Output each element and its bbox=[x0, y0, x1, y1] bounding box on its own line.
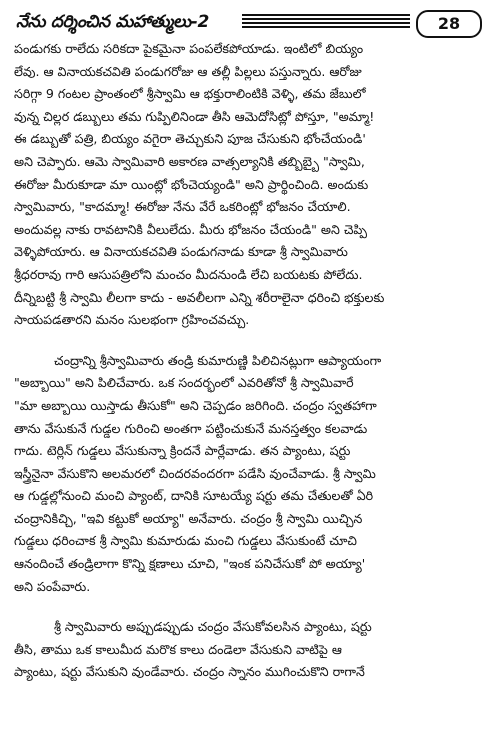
text-line: అని పంపేవారు. bbox=[14, 578, 91, 594]
text-line: స్వామివారు, "కాదమ్మా! ఈరోజు నేను వేరే ఒకరింట్లో భోజనం చేయాలి. bbox=[14, 199, 351, 215]
page-body bbox=[14, 38, 486, 684]
text-line: వెళ్ళిపోయారు. ఆ వినాయకచవితి పండుగనాడు కూడా శ్రీ స్వామివారు bbox=[14, 244, 348, 260]
paragraph-3 bbox=[14, 616, 486, 684]
text-line: ప్యాంటు, షర్టు వేసుకుని వుండేవారు. చంద్రం స్నానం ముగించుకొని రాగానే bbox=[14, 664, 365, 680]
text-line: చంద్రానికిచ్చి, "ఇవి కట్టుకో అయ్యా" అనేవారు. చంద్రం శ్రీ స్వామి యిచ్చిన bbox=[14, 510, 363, 526]
paragraph-1 bbox=[14, 38, 486, 332]
running-title: నేను దర్శించిన మహాత్ములు-2 bbox=[16, 12, 210, 32]
text-line: ఈరోజు మీరుకూడా మా యింట్లో భోంచెయ్యండి" అని ప్రార్థించింది. అందుకు bbox=[14, 176, 369, 192]
text-line: ఆ గుడ్డల్లోనుంచి మంచి ప్యాంట్, దానికి సూటయ్యే షర్టు తమ చేతులతో ఏరి bbox=[14, 488, 374, 504]
text-line: గాదు. టెర్లిన్ గుడ్డలు వేసుకున్నా క్రిందనే పార్లేవాడు. తన ప్యాంటు, షర్టు bbox=[14, 443, 351, 459]
text-line: ఈ డబ్బుతో పత్రి, బియ్యం వగైరా తెచ్చుకుని పూజ చేసుకుని భోంచేయండి' bbox=[14, 131, 366, 147]
text-line: ఇస్త్రీనైనా వేసుకొని అలమరలో చిందరవందరగా పడేసి వుంచేవాడు. శ్రీ స్వామి bbox=[14, 465, 376, 481]
text-line: "అబ్బాయి" అని పిలిచేవారు. ఒక సందర్భంలో ఎవరితోనో శ్రీ స్వామివారే bbox=[14, 375, 354, 391]
text-line: గుడ్డలు ధరించాక శ్రీ స్వామి కుమారుడు మంచి గుడ్డలు వేసుకుంటే చూచి bbox=[14, 533, 357, 549]
page-header bbox=[10, 8, 490, 38]
text-line: సాయపడతారని మనం సులభంగా గ్రహించవచ్చు. bbox=[14, 312, 250, 328]
page-number: 28 bbox=[416, 10, 482, 38]
text-line: శ్రీధరరావు గారి ఆసుపత్రిలోని మంచం మీదనుండి లేచి బయటకు పోలేదు. bbox=[14, 266, 363, 282]
text-line: అని చెప్పారు. ఆమె స్వామివారి అకారణ వాత్సల్యానికి తబ్బిబ్బై "స్వామి, bbox=[14, 153, 365, 169]
text-line: ఆనందించే తండ్రిలాగా కొన్ని క్షణాలు చూచి, "ఇంక పనిచేసుకో పో అయ్యా' bbox=[14, 556, 366, 572]
header-rule-lines bbox=[242, 14, 410, 34]
text-line: లేవు. ఆ వినాయకచవితి పండుగరోజు ఆ తల్లీ పిల్లలు పస్తున్నారు. ఆరోజు bbox=[14, 63, 362, 79]
text-line: సరిగ్గా 9 గంటల ప్రాంతంలో శ్రీస్వామి ఆ భక్తురాలింటికి వెళ్ళి, తమ జేబులో bbox=[14, 86, 366, 102]
text-line: అందువల్ల నాకు రావటానికి వీలులేదు. మీరు భోజనం చేయండి" అని చెప్పి bbox=[14, 221, 367, 237]
text-line: వున్న చిల్లర డబ్బులు తమ గుప్పిలినిండా తీసి ఆమెదోసిట్లో పోస్తూ, "అమ్మా! bbox=[14, 108, 375, 124]
text-line: తీసి, తాము ఒక కాలుమీద మరొక కాలు దండెలా వేసుకుని వాటిపై ఆ bbox=[14, 641, 342, 657]
text-line: దీన్నిబట్టి శ్రీ స్వామి లీలగా కాదు - అవలీలగా ఎన్ని శరీరాలైనా ధరించి భక్తులకు bbox=[14, 289, 385, 305]
text-line: చంద్రాన్ని శ్రీస్వామివారు తండ్రి కుమారుణ్ణి పిలిచినట్లుగా ఆప్యాయంగా bbox=[54, 352, 382, 368]
text-line: శ్రీ స్వామివారు అప్పుడప్పుడు చంద్రం వేసుకోవలసిన ప్యాంటు, షర్టు bbox=[54, 619, 372, 635]
paragraph-2 bbox=[14, 350, 486, 599]
text-line: తాను వేసుకునే గుడ్డల గురించి అంతగా పట్టించుకునే మనస్తత్వం కలవాడు bbox=[14, 420, 368, 436]
text-line: "మా అబ్బాయి యిస్తాడు తీసుకో" అని చెప్పడం జరిగింది. చంద్రం స్వతహాగా bbox=[14, 397, 377, 413]
text-line: పండుగకు రాలేదు సరికదా పైకమైనా పంపలేకపోయాడు. ఇంటిలో బియ్యం bbox=[14, 41, 364, 56]
